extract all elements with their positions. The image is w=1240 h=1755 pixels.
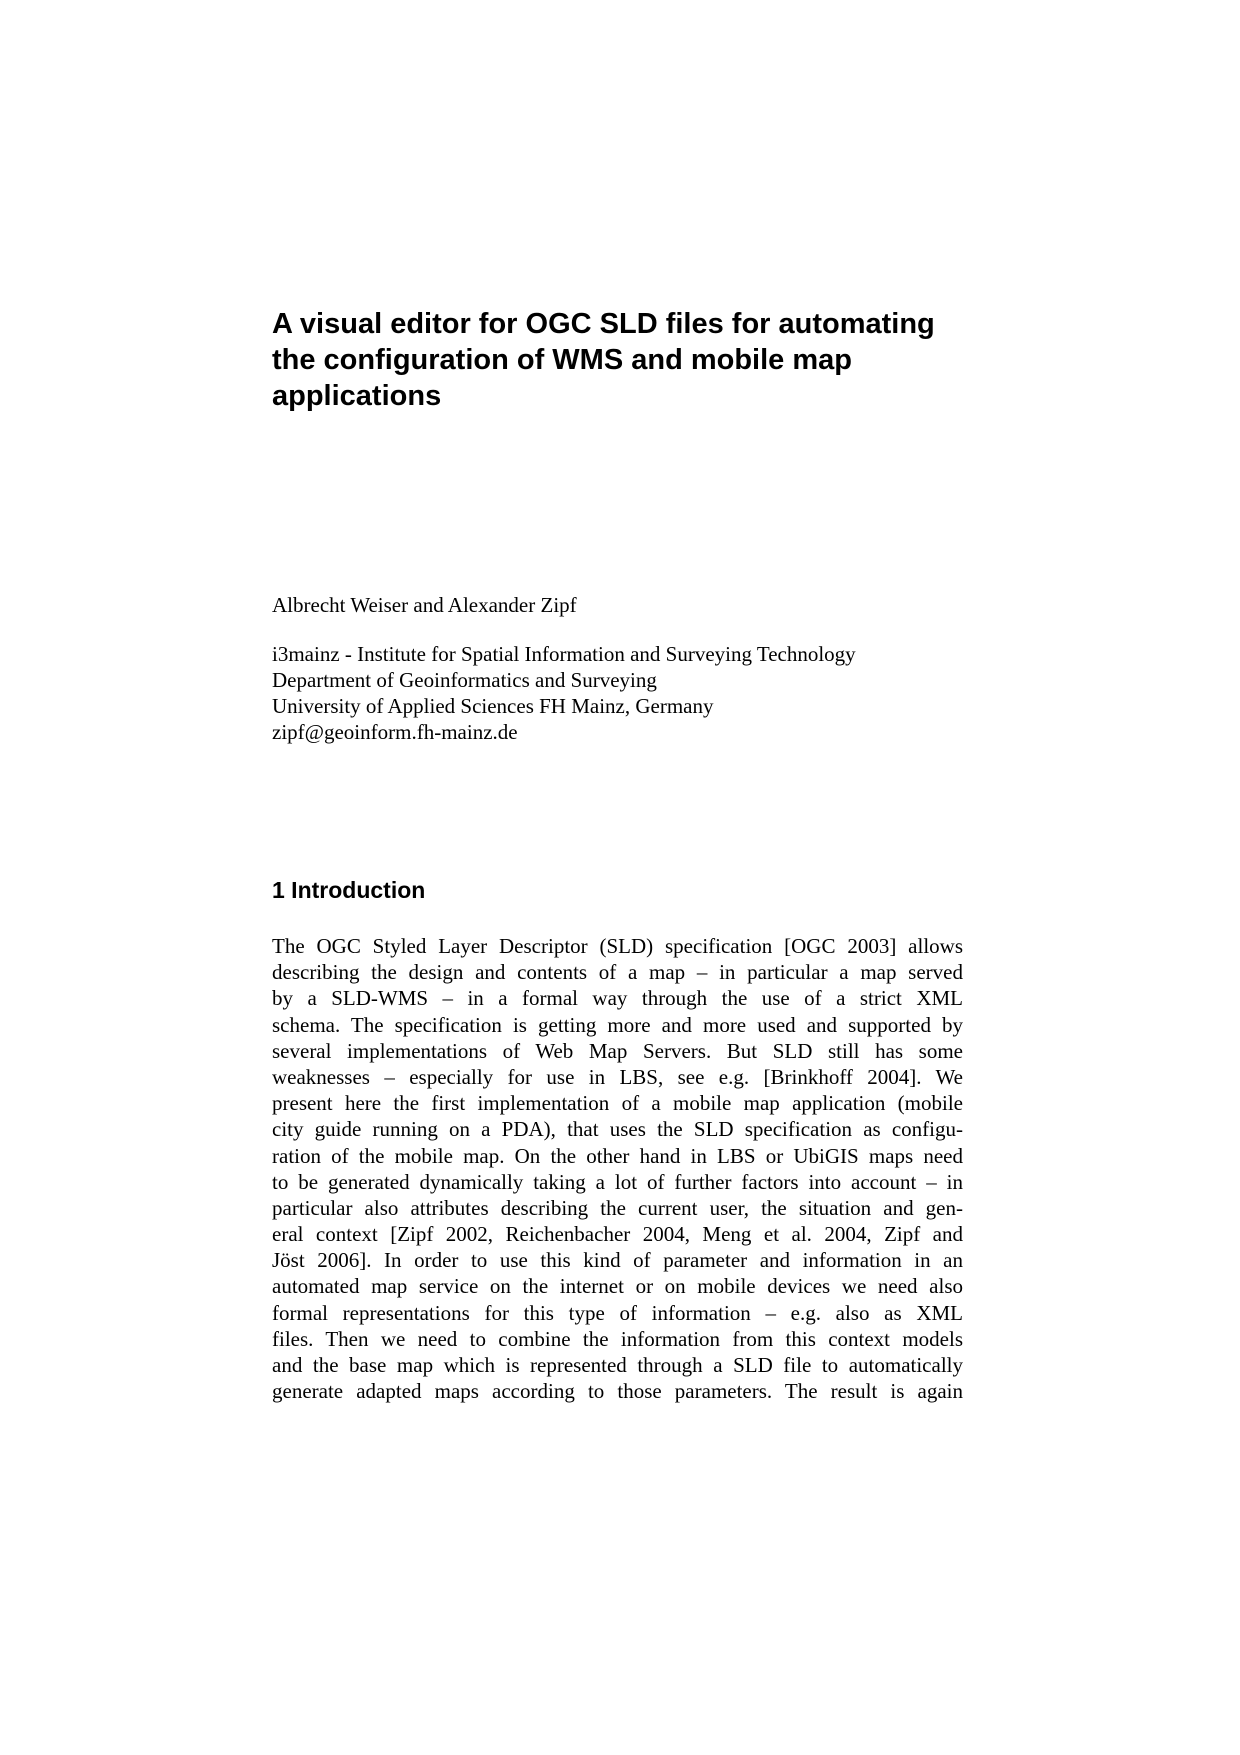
paragraph-line: weaknesses – especially for use in LBS, see e.g. [Brinkhoff 2004]. We xyxy=(272,1064,963,1089)
institute-name: i3mainz - Institute for Spatial Information and Surveying Technology xyxy=(272,642,856,666)
paragraph-line: The OGC Styled Layer Descriptor (SLD) specification [OGC 2003] allows xyxy=(272,934,963,958)
title-line: applications xyxy=(272,380,442,412)
paragraph-line: generate adapted maps according to those parameters. The result is again xyxy=(272,1379,963,1404)
affiliation-block xyxy=(272,641,856,745)
paragraph-line: formal representations for this type of information – e.g. also as XML xyxy=(272,1300,963,1325)
contact-email: zipf@geoinform.fh-mainz.de xyxy=(272,720,518,744)
paragraph-line: schema. The specification is getting more and more used and supported by xyxy=(272,1012,963,1037)
paragraph-line: present here the first implementation of a mobile map application (mobile xyxy=(272,1091,963,1116)
paragraph-line: city guide running on a PDA), that uses the SLD specification as configu- xyxy=(272,1117,963,1142)
paper-title xyxy=(272,306,992,414)
title-line: the configuration of WMS and mobile map xyxy=(272,344,852,376)
paragraph-line: several implementations of Web Map Servers. But SLD still has some xyxy=(272,1038,963,1063)
university-name: University of Applied Sciences FH Mainz, Germany xyxy=(272,694,714,718)
paragraph-line: Jöst 2006]. In order to use this kind of parameter and information in an xyxy=(272,1248,963,1273)
department-name: Department of Geoinformatics and Surveying xyxy=(272,668,657,692)
title-line: A visual editor for OGC SLD files for automating xyxy=(272,308,935,340)
paragraph-line: by a SLD-WMS – in a formal way through the use of a strict XML xyxy=(272,986,963,1011)
paragraph-line: eral context [Zipf 2002, Reichenbacher 2004, Meng et al. 2004, Zipf and xyxy=(272,1222,963,1247)
paragraph-line: automated map service on the internet or on mobile devices we need also xyxy=(272,1274,963,1299)
paragraph-line: particular also attributes describing the current user, the situation and gen- xyxy=(272,1195,963,1220)
section-heading: 1 Introduction xyxy=(272,877,426,903)
author-list: Albrecht Weiser and Alexander Zipf xyxy=(272,593,577,617)
paragraph-line: and the base map which is represented through a SLD file to automatically xyxy=(272,1353,963,1377)
paragraph-line: to be generated dynamically taking a lot of further factors into account – in xyxy=(272,1169,963,1194)
paragraph-line: describing the design and contents of a map – in particular a map served xyxy=(272,960,963,985)
paragraph-line: ration of the mobile map. On the other hand in LBS or UbiGIS maps need xyxy=(272,1143,963,1168)
paragraph-line: files. Then we need to combine the information from this context models xyxy=(272,1326,963,1351)
introduction-paragraph xyxy=(272,933,963,1404)
